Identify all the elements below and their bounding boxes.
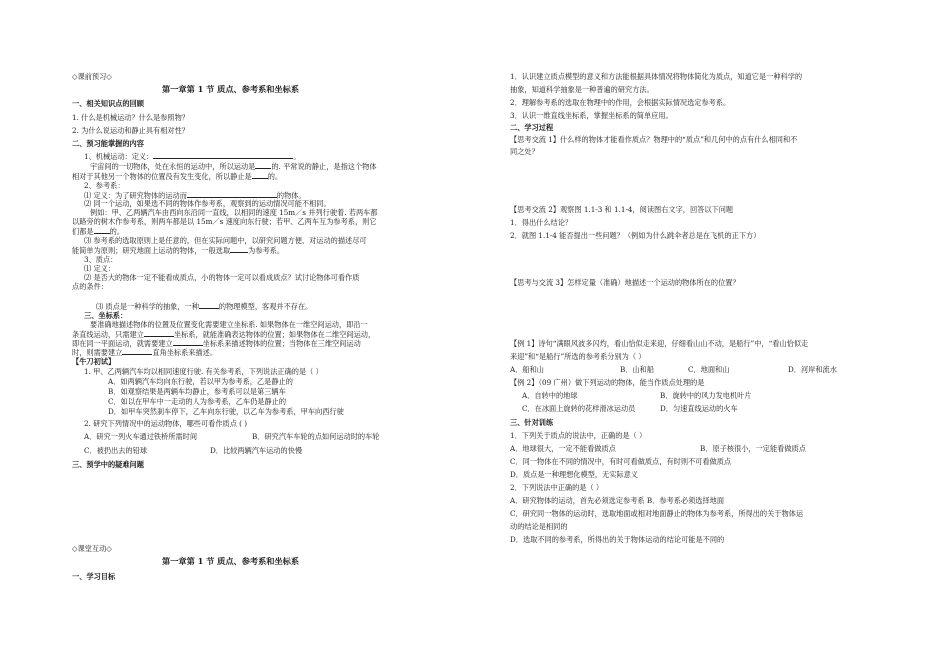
fill-blank[interactable] — [173, 338, 203, 346]
particle-question-b: 点的条件： — [72, 282, 108, 291]
coordinate-heading: 三、坐标系： — [84, 311, 128, 320]
question-1: 1. 什么是机械运动？什么是参照物？ — [72, 113, 189, 122]
example-1-option-b: B．山和船 — [620, 365, 655, 374]
reference-example-2: 以路旁的树木作参考系，则两车都是以 15m／s 速度向东行驶；若甲、乙两车互为参考系，则它 — [72, 217, 377, 226]
reference-definition: ⑴ 定义：为了研究物体的运动而 的物体。 — [84, 191, 306, 200]
discussion-3: 【思考与交流 3】怎样定量（准确）地描述一个运动的物体所在的位置？ — [510, 278, 740, 287]
fill-blank[interactable] — [187, 190, 277, 198]
fill-blank[interactable] — [252, 171, 268, 179]
example-1-option-c: C．地面和山 — [688, 365, 730, 374]
question-2: 2. 为什么说运动和静止具有相对性？ — [72, 126, 189, 135]
section-preview: 二、预习能掌握的内容 — [72, 139, 144, 148]
example-1-option-d: D．河岸和流水 — [788, 365, 837, 374]
discussion-1b: 同之处？ — [510, 147, 539, 156]
section-practice: 三、针对训练 — [510, 418, 554, 427]
motion-line-3: 相对于其他另一个物体的位置没有发生变化，所以静止是 的。 — [72, 172, 283, 181]
fill-blank[interactable] — [255, 161, 271, 169]
class-tag: ◇课堂互动◇ — [72, 544, 112, 553]
goal-2: 2．理解参考系的选取在物理中的作用，会根据实际情况选定参考系。 — [510, 98, 731, 107]
fill-blank[interactable] — [94, 226, 110, 234]
trial-question-2: 2. 研究下列情况中的运动物体，哪些可看作质点 ( ) — [84, 419, 248, 428]
reference-example-1: 例如：甲、乙两辆汽车由西向东沿同一直线，以相同的速度 15m／s 并列行驶着. 若两车都 — [90, 208, 378, 217]
example-1: 【例 1】诗句“满眼风波多闪灼，看山恰似走来迎，仔细看山山不动，是船行”中，“看山恰似走 — [510, 339, 809, 348]
trial-question-1: 1. 甲、乙两辆汽车均以相同速度行驶. 有关参考系，下列说法正确的是（ ） — [84, 367, 323, 376]
example-2-option-b: B．旋转中的风力发电机叶片 — [660, 391, 752, 400]
practice-2-option-c: C．研究同一物体的运动时，选取地面或相对地面静止的物体为参考系，所得出的关于物体运 — [510, 509, 804, 518]
page-title: 第一章第 1 节 质点、参考系和坐标系 — [162, 84, 300, 94]
page-title-2: 第一章第 1 节 质点、参考系和坐标系 — [162, 556, 300, 566]
discussion-1: 【思考交流 1】什么样的物体才能看作质点？物理中的“质点”和几何中的点有什么相同和不 — [510, 135, 798, 144]
discussion-2b: 2．就图 1.1-4 能否提出一些问题？（例如为什么跳伞者总是在飞机的正下方） — [510, 231, 761, 240]
trial-q2-option-b: B．研究汽车车轮的点如何运动时的车轮 — [252, 432, 380, 441]
discussion-2a: 1．得出什么结论？ — [510, 218, 573, 227]
goal-1b: 抽象，知道科学抽象是一种普遍的研究方法。 — [510, 85, 654, 94]
example-2-option-c: C．在冰面上旋转的花样滑冰运动员 — [522, 404, 636, 413]
practice-1: 1．下列关于质点的说法中，正确的是（ ） — [510, 431, 647, 440]
example-1b: 来迎”和“是船行”所选的参考系分别为（ ） — [510, 352, 646, 361]
example-1-option-a: A．船和山 — [510, 365, 544, 374]
fill-blank[interactable] — [122, 347, 152, 355]
reference-heading: 2、参考系： — [84, 181, 125, 190]
goal-3: 3．认识一维直线坐标系，掌握坐标系的简单应用。 — [510, 111, 673, 120]
example-2-option-a: A．自转中的地球 — [522, 391, 578, 400]
particle-question: ⑵ 是否大的物体一定不能看成质点，小的物体一定可以看成质点？试讨论物体可看作质 — [84, 273, 360, 282]
section-difficulties: 三、预学中的疑难问题 — [72, 460, 144, 469]
coordinate-line-1: 要准确地描述物体的位置及位置变化需要建立坐标系. 如果物体在一维空间运动，即沿一 — [90, 320, 368, 329]
motion-definition: 1、机械运动：定义： 。 — [84, 152, 301, 161]
practice-1-option-d: D．质点是一种理想化模型，无实际意义 — [510, 470, 638, 479]
trial-heading: 【牛刀初试】 — [72, 357, 116, 366]
particle-model: ⑶ 质点是一种科学的抽象，一种 的物理模型，客观并不存在。 — [96, 302, 313, 311]
example-2-option-d: D．匀速直线运动的火车 — [660, 404, 738, 413]
practice-1-option-c: C．同一物体在不同的情况中，有时可看做质点，有时则不可看做质点 — [510, 457, 732, 466]
goal-1: 1．认识建立质点模型的意义和方法能根据具体情况将物体简化为质点，知道它是一种科学的 — [510, 72, 803, 81]
practice-2-option-ab: A．研究物体的运动，首先必须选定参考系 B．参考系必须选择地面 — [510, 496, 725, 505]
reference-point-2: ⑵ 同一个运动，如果选不同的物体作参考系，观察到的运动情况可能不相同。 — [84, 199, 331, 208]
example-2: 【例 2】（09 广州）做下列运动的物体，能当作质点处理的是 — [510, 378, 705, 387]
practice-2-option-d: D．选取不同的参考系，所得出的关于物体运动的结论可能是不同的 — [510, 535, 725, 544]
reference-point-3: ⑶ 参考系的选取原则上是任意的，但在实际问题中，以研究问题方便、对运动的描述尽可 — [84, 236, 367, 245]
practice-2: 2．下列说法中正确的是（ ） — [510, 483, 604, 492]
coordinate-line-2: 条直线运动，只需建立 坐标系，就能准确表达物体的位置；如果物体在二维空间运动， — [72, 330, 376, 339]
reference-point-3b: 能简单为原则；研究地面上运动的物体，一般选取 为参考系。 — [72, 246, 285, 255]
trial-q2-option-d: D．比较两辆汽车运动的快慢 — [210, 446, 303, 455]
preview-tag: ◇课前预习◇ — [72, 72, 112, 81]
fill-blank[interactable] — [199, 301, 219, 309]
practice-1-option-a: A．地球很大，一定不能看做质点 — [510, 444, 616, 453]
trial-option-a: A．如两辆汽车均向东行驶，若以甲为参考系，乙是静止的 — [108, 377, 293, 386]
fill-blank[interactable] — [230, 245, 248, 253]
coordinate-line-4: 时，则需要建立 直角坐标系来描述。 — [72, 348, 218, 357]
particle-definition: ⑴ 定义： — [84, 264, 116, 273]
discussion-2: 【思考交流 2】观察图 1.1-3 和 1.1-4，阅读图右文字，回答以下问题 — [510, 205, 734, 214]
fill-blank[interactable] — [144, 329, 174, 337]
coordinate-line-3: 即在同一平面运动，就需要建立 坐标系来描述物体的位置；当物体在三维空间运动 — [72, 339, 361, 348]
section-process: 二、学习过程 — [510, 123, 554, 132]
practice-1-option-b: B．原子核很小，一定能看做质点 — [700, 444, 806, 453]
section-goals: 一、学习目标 — [72, 572, 116, 581]
fill-blank[interactable] — [153, 151, 293, 159]
trial-q2-option-a: A．研究一列火车通过铁桥所需时间 — [84, 432, 198, 441]
trial-option-d: D．如甲车突然刹车停下，乙车向东行驶，以乙车为参考系，甲车向西行驶 — [108, 407, 344, 416]
section-review: 一、相关知识点的回顾 — [72, 99, 144, 108]
motion-line-2: 宇宙间的一切物体，处在永恒的运动中，所以运动是 的. 平常说的静止，是指这个物体 — [90, 162, 377, 171]
trial-q2-option-c: C．被扔出去的铅球 — [84, 446, 148, 455]
particle-heading: 3、质点： — [84, 255, 118, 264]
trial-option-c: C．如以在甲车中一走动的人为参考系，乙车仍是静止的 — [108, 397, 287, 406]
practice-2-option-cb: 动的结论是相同的 — [510, 522, 568, 531]
trial-option-b: B．如观察结果是两辆车均静止，参考系可以是第三辆车 — [108, 387, 286, 396]
reference-example-3: 们都是 的。 — [72, 227, 124, 236]
